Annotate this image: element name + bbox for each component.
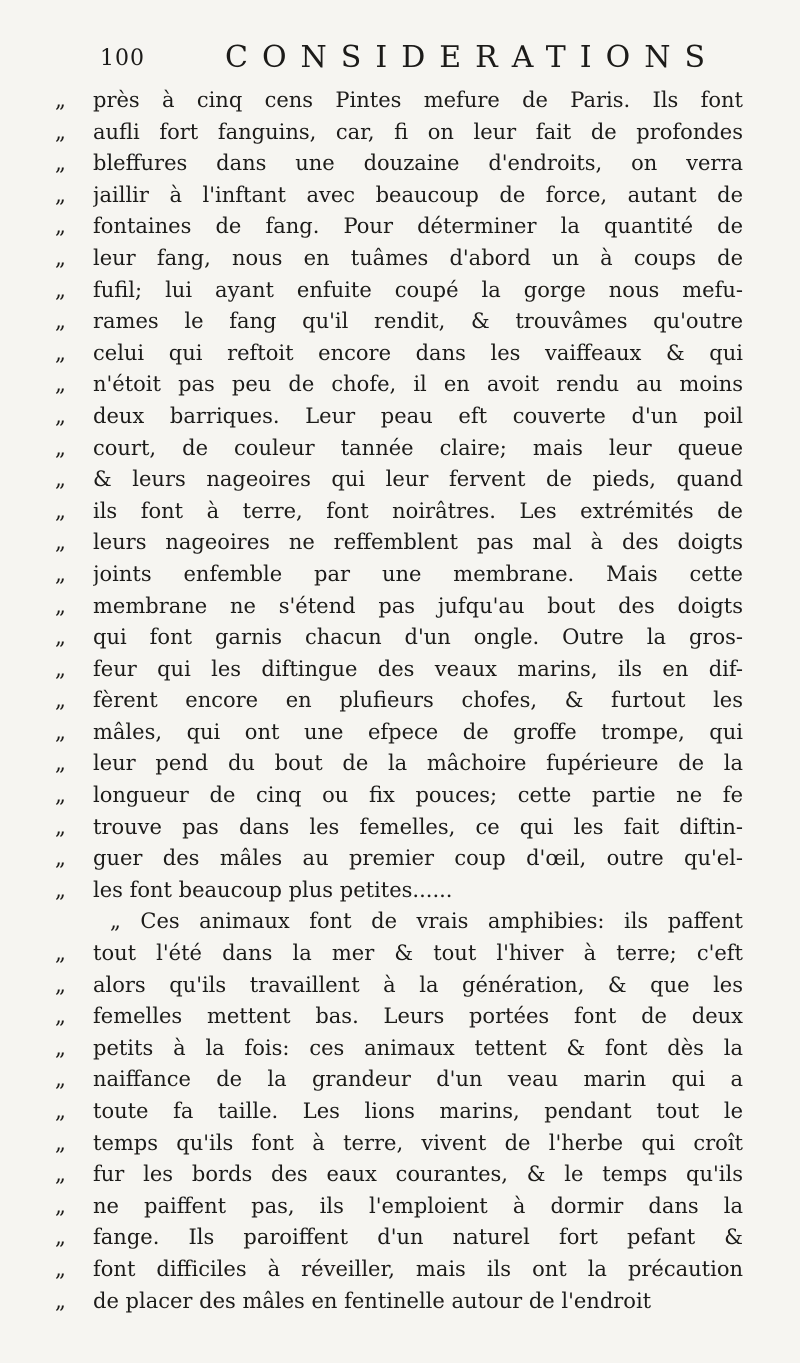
line-text: toute fa taille. Les lions marins, pendant tout le bbox=[93, 1099, 743, 1123]
quotation-mark: „ bbox=[55, 783, 66, 808]
text-line bbox=[55, 1190, 775, 1222]
quotation-mark: „ bbox=[55, 656, 66, 681]
quotation-mark: „ bbox=[55, 719, 66, 744]
line-text: rames le fang qu'il rendit, & trouvâmes qu'outre bbox=[93, 309, 743, 334]
line-text: „ Ces animaux font de vrais amphibies: ils paffent bbox=[110, 909, 743, 934]
quotation-mark: „ bbox=[55, 277, 66, 302]
quotation-mark: „ bbox=[55, 498, 66, 523]
text-line bbox=[55, 432, 775, 464]
line-text: deux barriques. Leur peau eft couverte d'un poil bbox=[93, 403, 743, 428]
text-line bbox=[55, 779, 775, 811]
text-line bbox=[55, 337, 775, 369]
text-line bbox=[55, 368, 775, 400]
text-line bbox=[55, 179, 775, 211]
line-text: leurs nageoires ne reffemblent pas mal à des doigts bbox=[93, 530, 743, 555]
line-text: n'étoit pas peu de chofe, il en avoit rendu au moins bbox=[93, 372, 743, 397]
quotation-mark: „ bbox=[55, 846, 66, 871]
quotation-mark: „ bbox=[55, 88, 66, 112]
quotation-mark: „ bbox=[55, 119, 66, 144]
line-text: & leurs nageoires qui leur fervent de pieds, quand bbox=[93, 467, 743, 492]
line-text: naiffance de la grandeur d'un veau marin qui a bbox=[93, 1067, 743, 1092]
quotation-mark: „ bbox=[55, 245, 66, 270]
text-line bbox=[55, 905, 775, 937]
text-line bbox=[55, 495, 775, 527]
text-line bbox=[55, 1285, 775, 1317]
quotation-mark: „ bbox=[55, 625, 66, 650]
text-line bbox=[55, 305, 775, 337]
line-text: fange. Ils paroiffent d'un naturel fort pefant & bbox=[93, 1225, 743, 1250]
line-text: temps qu'ils font à terre, vivent de l'herbe qui croît bbox=[93, 1130, 743, 1155]
quotation-mark: „ bbox=[55, 435, 66, 460]
line-text: leur fang, nous en tuâmes d'abord un à coups de bbox=[93, 245, 743, 270]
line-text: fèrent encore en plufieurs chofes, & furtout les bbox=[93, 688, 743, 713]
text-line bbox=[55, 526, 775, 558]
line-text: les font beaucoup plus petites...... bbox=[93, 877, 453, 902]
line-text: ne paiffent pas, ils l'emploient à dormir dans la bbox=[93, 1193, 743, 1218]
text-line bbox=[55, 969, 775, 1001]
body-text bbox=[55, 84, 775, 1316]
quotation-mark: „ bbox=[55, 1256, 66, 1281]
page-number: 100 bbox=[100, 46, 145, 71]
line-text: guer des mâles au premier coup d'œil, outre qu'el- bbox=[93, 846, 743, 871]
running-title: CONSIDERATIONS bbox=[225, 40, 720, 75]
line-text: fur les bords des eaux courantes, & le temps qu'ils bbox=[93, 1162, 743, 1187]
line-text: femelles mettent bas. Leurs portées font de deux bbox=[93, 1004, 743, 1029]
text-line bbox=[55, 747, 775, 779]
text-line bbox=[55, 147, 775, 179]
text-line bbox=[55, 1063, 775, 1095]
line-text: alors qu'ils travaillent à la génération, & que les bbox=[93, 972, 743, 997]
line-text: fontaines de fang. Pour déterminer la quantité de bbox=[93, 214, 743, 239]
text-line bbox=[55, 1158, 775, 1190]
text-line bbox=[55, 1221, 775, 1253]
text-line bbox=[55, 463, 775, 495]
text-line bbox=[55, 653, 775, 685]
text-line bbox=[55, 1127, 775, 1159]
quotation-mark: „ bbox=[55, 1162, 66, 1187]
line-text: près à cinq cens Pintes mefure de Paris. Ils font bbox=[93, 88, 743, 112]
line-text: de placer des mâles en fentinelle autour de l'endroit bbox=[93, 1288, 652, 1313]
text-line bbox=[55, 242, 775, 274]
line-text: membrane ne s'étend pas jufqu'au bout des doigts bbox=[93, 593, 743, 618]
quotation-mark: „ bbox=[55, 372, 66, 397]
line-text: trouve pas dans les femelles, ce qui les fait diftin- bbox=[93, 814, 743, 839]
quotation-mark: „ bbox=[55, 1225, 66, 1250]
line-text: ils font à terre, font noirâtres. Les extrémités de bbox=[93, 498, 743, 523]
text-line bbox=[55, 716, 775, 748]
line-text: tout l'été dans la mer & tout l'hiver à terre; c'eft bbox=[93, 941, 743, 966]
quotation-mark: „ bbox=[55, 593, 66, 618]
quotation-mark: „ bbox=[55, 941, 66, 966]
text-line bbox=[55, 1095, 775, 1127]
text-line bbox=[55, 274, 775, 306]
quotation-mark: „ bbox=[55, 688, 66, 713]
text-line bbox=[55, 937, 775, 969]
quotation-mark: „ bbox=[55, 1130, 66, 1155]
text-line bbox=[55, 400, 775, 432]
text-line bbox=[55, 874, 775, 906]
running-head bbox=[100, 40, 760, 80]
quotation-mark: „ bbox=[55, 530, 66, 555]
quotation-mark: „ bbox=[55, 1004, 66, 1029]
quotation-mark: „ bbox=[55, 1288, 66, 1313]
line-text: qui font garnis chacun d'un ongle. Outre la gros- bbox=[93, 625, 743, 650]
line-text: court, de couleur tannée claire; mais leur queue bbox=[93, 435, 743, 460]
line-text: leur pend du bout de la mâchoire fupérieure de la bbox=[93, 751, 743, 776]
text-line bbox=[55, 558, 775, 590]
text-line bbox=[55, 1253, 775, 1285]
text-line bbox=[55, 210, 775, 242]
quotation-mark: „ bbox=[55, 751, 66, 776]
quotation-mark: „ bbox=[55, 340, 66, 365]
text-line bbox=[55, 590, 775, 622]
quotation-mark: „ bbox=[55, 877, 66, 902]
text-line bbox=[55, 1032, 775, 1064]
quotation-mark: „ bbox=[55, 214, 66, 239]
line-text: aufli fort fanguins, car, fi on leur fait de profondes bbox=[93, 119, 743, 144]
quotation-mark: „ bbox=[55, 814, 66, 839]
quotation-mark: „ bbox=[55, 1193, 66, 1218]
quotation-mark: „ bbox=[55, 1099, 66, 1123]
line-text: longueur de cinq ou fix pouces; cette partie ne fe bbox=[93, 783, 743, 808]
quotation-mark: „ bbox=[55, 1067, 66, 1092]
text-line bbox=[55, 842, 775, 874]
quotation-mark: „ bbox=[55, 561, 66, 586]
text-line bbox=[55, 684, 775, 716]
line-text: bleffures dans une douzaine d'endroits, on verra bbox=[93, 151, 743, 176]
quotation-mark: „ bbox=[55, 182, 66, 207]
text-line bbox=[55, 811, 775, 843]
text-line bbox=[55, 84, 775, 116]
quotation-mark: „ bbox=[55, 151, 66, 176]
line-text: jaillir à l'inftant avec beaucoup de force, autant de bbox=[93, 182, 743, 207]
line-text: petits à la fois: ces animaux tettent & font dès la bbox=[93, 1035, 743, 1060]
text-line bbox=[55, 116, 775, 148]
quotation-mark: „ bbox=[55, 467, 66, 492]
quotation-mark: „ bbox=[55, 309, 66, 334]
text-line bbox=[55, 621, 775, 653]
line-text: font difficiles à réveiller, mais ils ont la précaution bbox=[93, 1256, 743, 1281]
line-text: mâles, qui ont une efpece de groffe trompe, qui bbox=[93, 719, 743, 744]
quotation-mark: „ bbox=[55, 403, 66, 428]
text-line bbox=[55, 1000, 775, 1032]
quotation-mark: „ bbox=[55, 1035, 66, 1060]
line-text: fufil; lui ayant enfuite coupé la gorge nous mefu- bbox=[93, 277, 743, 302]
line-text: feur qui les diftingue des veaux marins, ils en dif- bbox=[93, 656, 743, 681]
line-text: celui qui reftoit encore dans les vaiffeaux & qui bbox=[93, 340, 743, 365]
line-text: joints enfemble par une membrane. Mais cette bbox=[93, 561, 743, 586]
quotation-mark: „ bbox=[55, 972, 66, 997]
